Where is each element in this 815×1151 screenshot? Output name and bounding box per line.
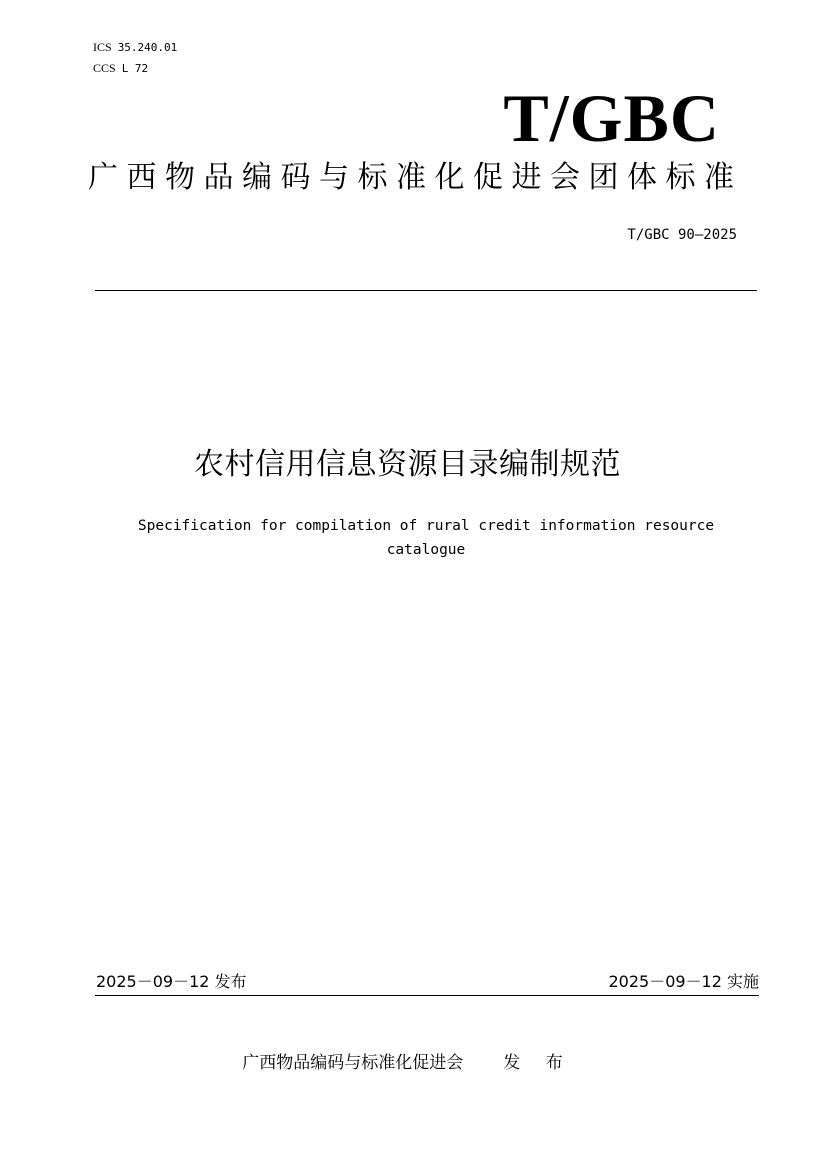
implementation-date: 2025－09－12 实施 (608, 972, 759, 991)
ccs-code: L 72 (121, 62, 149, 75)
document-title-english: Specification for compilation of rural credit information resource catalogue (137, 518, 715, 558)
top-divider (95, 290, 757, 291)
ics-label: ICS (93, 40, 112, 54)
publisher-organization: 广西物品编码与标准化促进会 (242, 1053, 464, 1073)
ics-code: 35.240.01 (117, 41, 178, 54)
publisher-line (0, 1051, 815, 1075)
organization-standard-title: 广西物品编码与标准化促进会团体标准 (88, 160, 743, 195)
standard-number: T/GBC 90—2025 (627, 227, 737, 243)
publication-date: 2025－09－12 发布 (96, 972, 247, 991)
bottom-divider (95, 995, 759, 996)
publish-verb: 发 布 (503, 1053, 573, 1073)
ccs-line (93, 61, 148, 76)
standard-logo: T/GBC (503, 80, 720, 156)
document-title-chinese: 农村信用信息资源目录编制规范 (194, 447, 621, 482)
ics-line (93, 40, 177, 55)
ccs-label: CCS (93, 61, 116, 75)
